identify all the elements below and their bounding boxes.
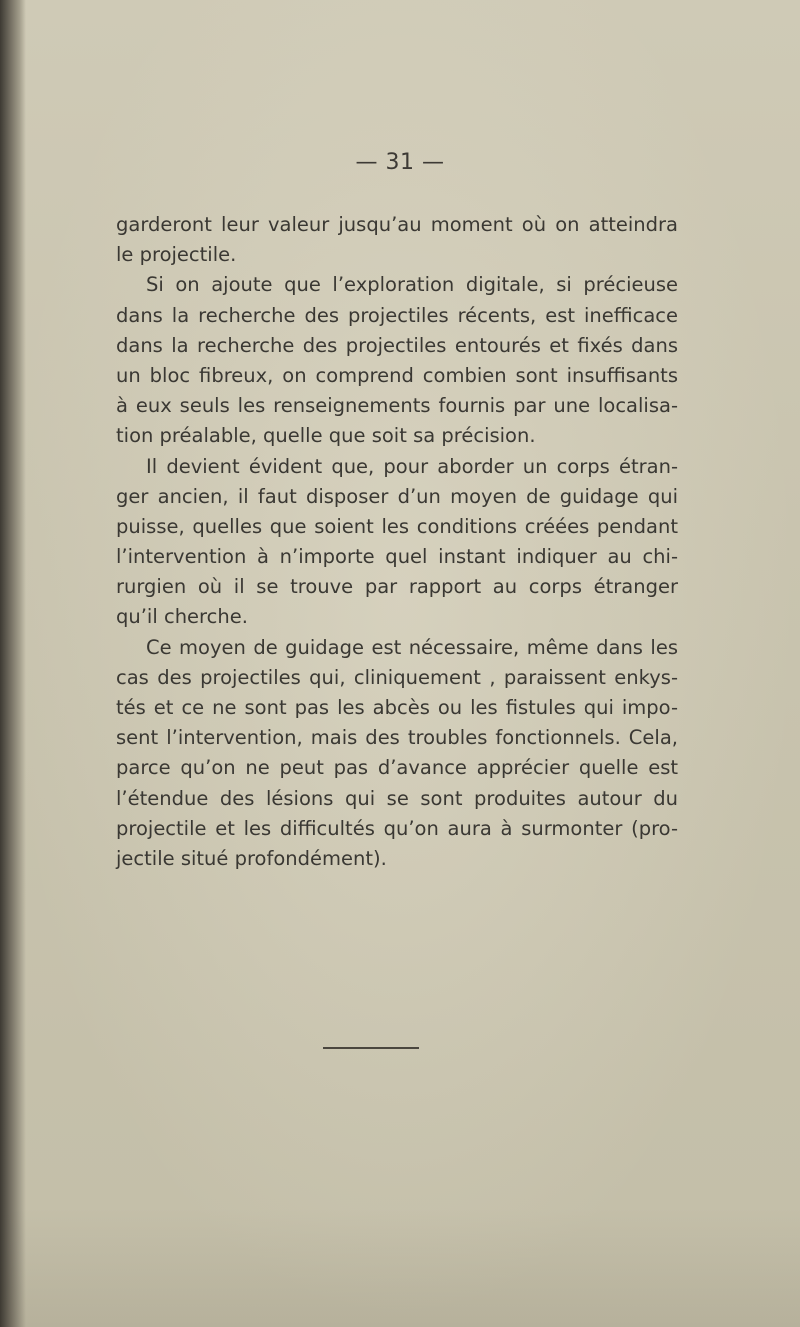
paper-shade	[0, 1207, 800, 1327]
text-line: dans la recherche des projectiles récents, est inefficace	[116, 303, 678, 327]
text-line: ger ancien, il faut disposer d’un moyen de guidage qui	[116, 484, 678, 508]
text-line: tés et ce ne sont pas les abcès ou les fistules qui impo-	[116, 696, 678, 719]
text-line: à eux seuls les renseignements fournis par une localisa-	[116, 394, 678, 418]
text-line: puisse, quelles que soient les conditions créées pendant	[116, 514, 678, 538]
text-line: projectile et les difficultés qu’on aura à surmonter (pro-	[116, 816, 678, 840]
text-line: garderont leur valeur jusqu’au moment où on atteindra	[116, 213, 678, 236]
text-line: l’intervention à n’importe quel instant indiquer au chi-	[116, 545, 678, 569]
text-line: Si on ajoute que l’exploration digitale, si précieuse	[146, 273, 678, 297]
text-line: qu’il cherche.	[116, 605, 248, 629]
text-line: le projectile.	[116, 243, 237, 267]
body-text	[116, 210, 678, 874]
paragraph-1	[116, 210, 678, 270]
text-line: sent l’intervention, mais des troubles fonctionnels. Cela,	[116, 726, 678, 750]
page-number: — 31 —	[355, 150, 445, 175]
paragraph-3	[116, 452, 678, 633]
text-line: un bloc fibreux, on comprend combien sont insuffisants	[116, 363, 678, 387]
text-line: Ce moyen de guidage est nécessaire, même dans les	[146, 635, 678, 659]
paragraph-2	[116, 270, 678, 451]
text-line: dans la recherche des projectiles entourés et fixés dans	[116, 333, 678, 357]
binding-shadow	[0, 0, 26, 1327]
text-line: l’étendue des lésions qui se sont produites autour du	[116, 786, 678, 810]
end-rule	[323, 1047, 419, 1049]
text-line: parce qu’on ne peut pas d’avance apprécier quelle est	[116, 756, 678, 780]
paragraph-4	[116, 633, 678, 875]
text-line: tion préalable, quelle que soit sa précision.	[116, 424, 536, 448]
text-line: rurgien où il se trouve par rapport au corps étranger	[116, 575, 678, 599]
text-line: Il devient évident que, pour aborder un corps étran-	[146, 454, 678, 478]
text-line: cas des projectiles qui, cliniquement , paraissent enkys-	[116, 665, 678, 689]
text-line: jectile situé profondément).	[116, 846, 387, 870]
